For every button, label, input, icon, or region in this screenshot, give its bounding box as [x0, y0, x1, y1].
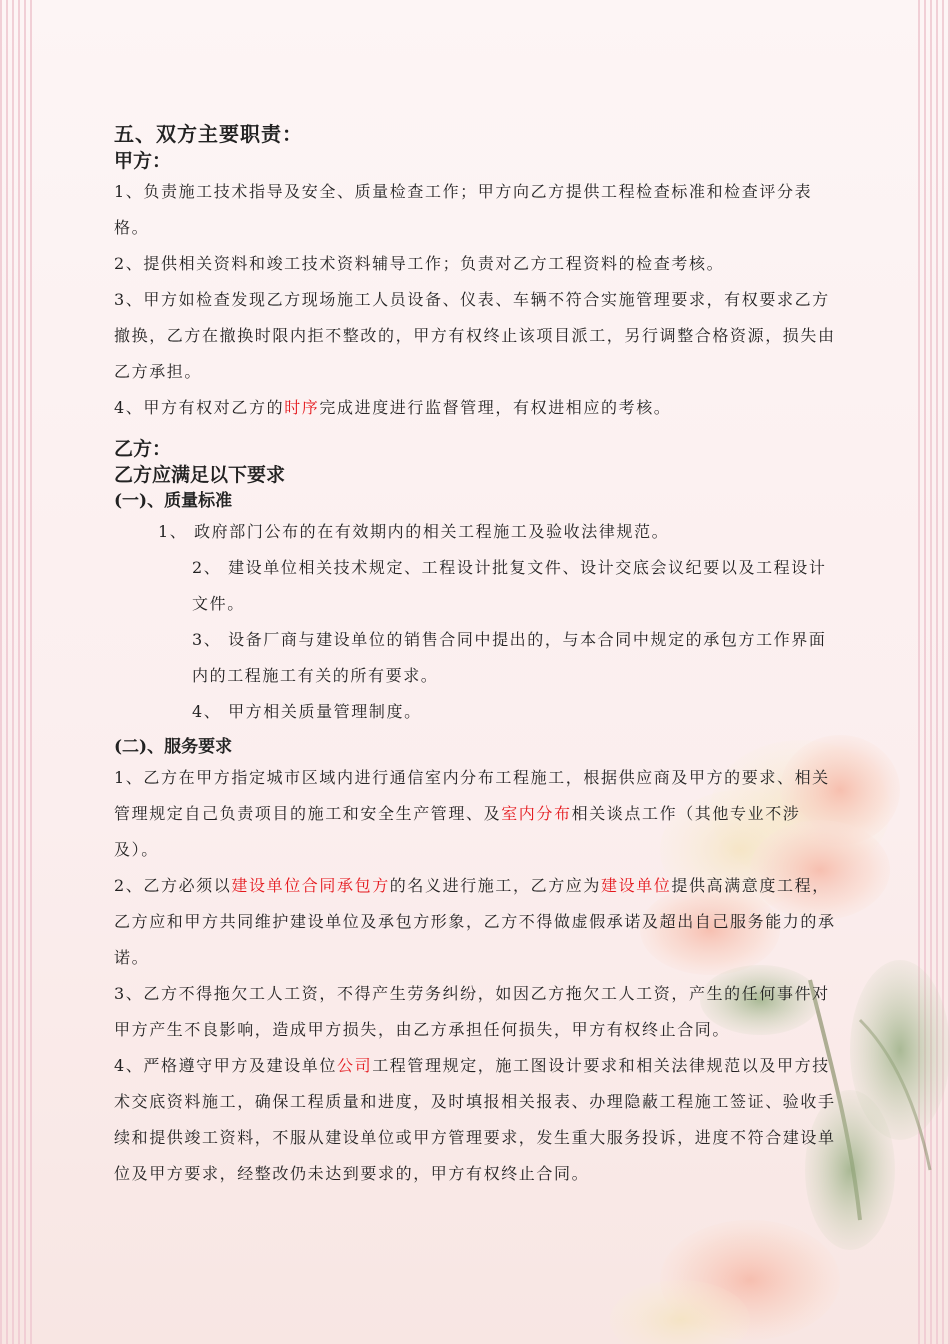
highlight-text: 时序	[284, 398, 320, 417]
party-a-heading: 甲方：	[114, 150, 172, 172]
party-a-item-3: 3、甲方如检查发现乙方现场施工人员设备、仪表、车辆不符合实施管理要求，有权要求乙方撤换，乙方在撤换时限内拒不整改的，甲方有权终止该项目派工，另行调整合格资源，损失由乙方承担。	[114, 290, 836, 381]
highlight-text: 公司	[336, 1056, 373, 1075]
quality-item-3: 3、 设备厂商与建设单位的销售合同中提出的，与本合同中规定的承包方工作界面内的工程施工有关的所有要求。	[192, 630, 827, 685]
service-heading: (二)、服务要求	[114, 737, 233, 757]
highlight-text: 建设单位合同承包方	[231, 876, 390, 895]
party-a-item-1: 1、负责施工技术指导及安全、质量检查工作；甲方向乙方提供工程检查标准和检查评分表格。	[114, 182, 813, 237]
party-b-heading: 乙方：	[114, 438, 172, 460]
party-a-item-4: 4、甲方有权对乙方的时序完成进度进行监督管理，有权进相应的考核。	[114, 398, 672, 417]
quality-item-4: 4、 甲方相关质量管理制度。	[192, 702, 422, 721]
highlight-text: 室内分布	[501, 804, 572, 823]
service-item-4: 4、严格遵守甲方及建设单位公司工程管理规定，施工图设计要求和相关法律规范以及甲方技术交底资料施工，确保工程质量和进度，及时填报相关报表、办理隐蔽工程施工签证、验收手续和提供竣工资料，不服从建设单位或甲方管理要求，发生重大服务投诉，进度不符合建设单位及甲方要求，经整改仍未达到要求的，甲方有权终止合同。	[114, 1056, 836, 1183]
section-title: 五、双方主要职责：	[114, 122, 303, 146]
party-b-intro: 乙方应满足以下要求	[114, 464, 286, 486]
service-item-1: 1、乙方在甲方指定城市区域内进行通信室内分布工程施工，根据供应商及甲方的要求、相关管理规定自己负责项目的施工和安全生产管理、及室内分布相关谈点工作（其他专业不涉及）。	[114, 768, 830, 859]
left-stripe-border	[0, 0, 36, 1344]
service-item-3: 3、乙方不得拖欠工人工资，不得产生劳务纠纷，如因乙方拖欠工人工资，产生的任何事件对甲方产生不良影响，造成甲方损失，由乙方承担任何损失，甲方有权终止合同。	[114, 984, 830, 1039]
quality-heading: (一)、质量标准	[114, 491, 233, 511]
service-item-2: 2、乙方必须以建设单位合同承包方的名义进行施工，乙方应为建设单位提供高满意度工程，乙方应和甲方共同维护建设单位及承包方形象，乙方不得做虚假承诺及超出自己服务能力的承诺。	[114, 876, 836, 967]
quality-item-1: 1、 政府部门公布的在有效期内的相关工程施工及验收法律规范。	[158, 522, 670, 541]
party-a-item-2: 2、提供相关资料和竣工技术资料辅导工作；负责对乙方工程资料的检查考核。	[114, 254, 725, 273]
quality-item-2: 2、 建设单位相关技术规定、工程设计批复文件、设计交底会议纪要以及工程设计文件。	[192, 558, 827, 613]
document-content	[114, 120, 844, 1192]
highlight-text: 建设单位	[601, 876, 672, 895]
